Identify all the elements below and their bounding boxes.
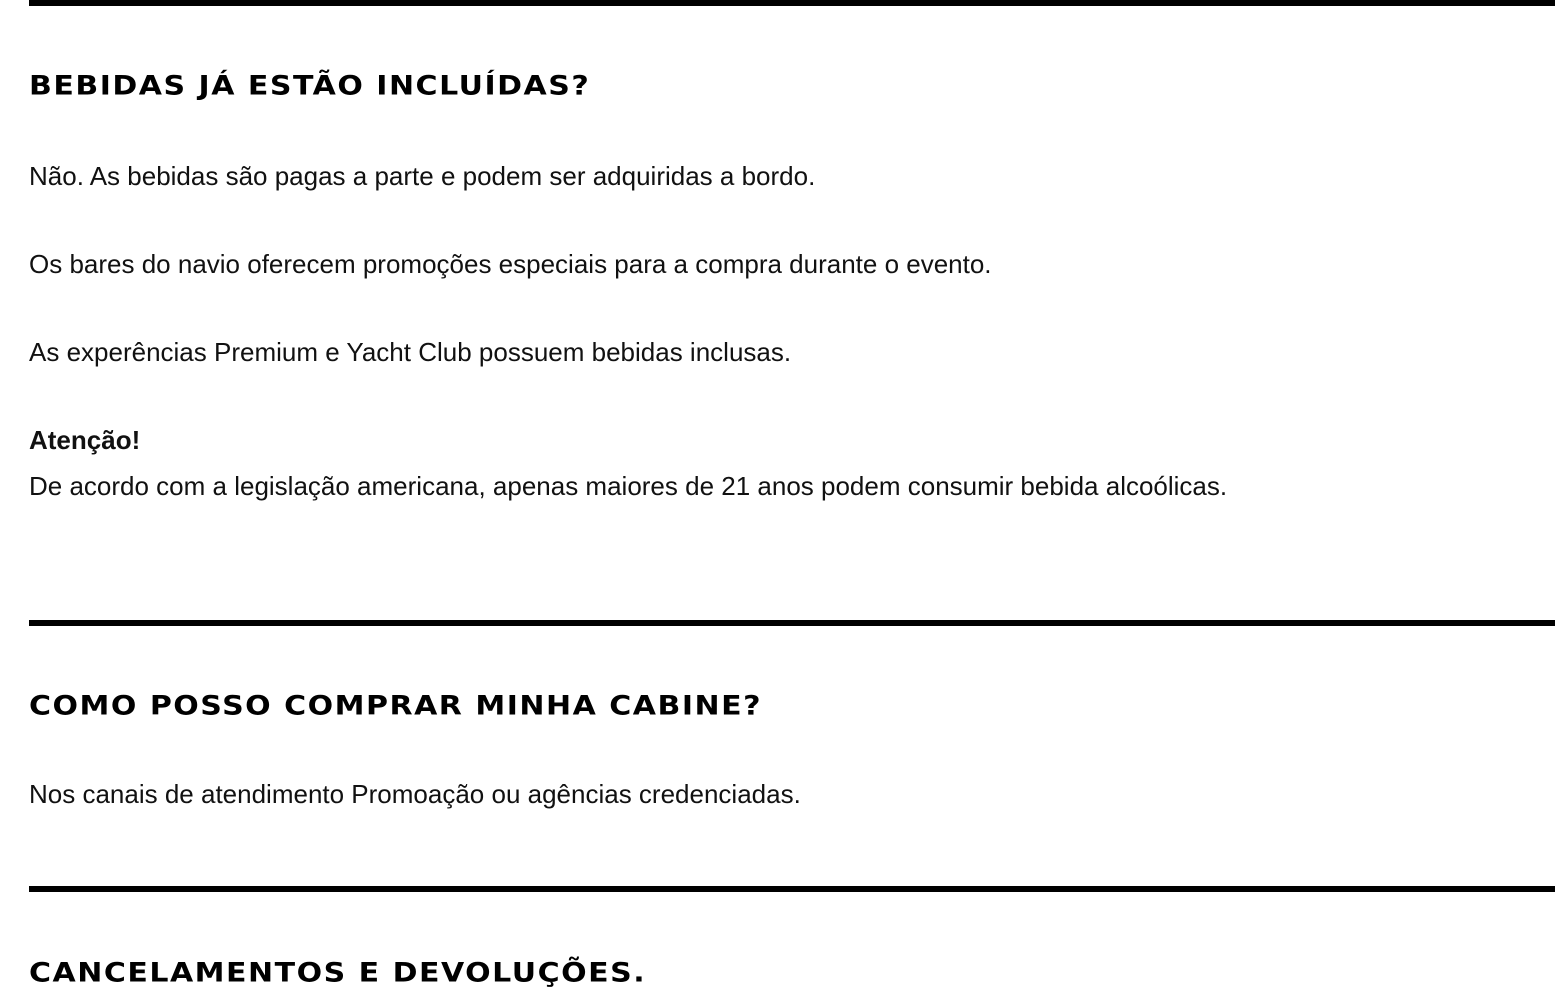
faq-item-drinks: [29, 0, 1555, 501]
note-text: De acordo com a legislação americana, apenas maiores de 21 anos podem consumir bebida alcoólicas.: [29, 471, 1228, 501]
answer-paragraph: Os bares do navio oferecem promoções especiais para a compra durante o evento.: [29, 249, 992, 279]
divider: [29, 886, 1555, 892]
faq-item-cancellations: [29, 886, 1555, 989]
divider: [29, 0, 1555, 6]
answer-paragraph: Nos canais de atendimento Promoação ou agências credenciadas.: [29, 779, 801, 809]
answer-paragraph: Não. As bebidas são pagas a parte e podem ser adquiridas a bordo.: [29, 161, 816, 191]
divider: [29, 620, 1555, 626]
note-title: Atenção!: [29, 425, 141, 455]
faq-question[interactable]: CANCELAMENTOS E DEVOLUÇÕES.: [29, 957, 647, 989]
answer-paragraph: As experências Premium e Yacht Club possuem bebidas inclusas.: [29, 337, 792, 367]
faq-question[interactable]: COMO POSSO COMPRAR MINHA CABINE?: [29, 690, 763, 722]
faq-item-cabin: [29, 620, 1555, 809]
faq-question[interactable]: BEBIDAS JÁ ESTÃO INCLUÍDAS?: [29, 70, 591, 102]
